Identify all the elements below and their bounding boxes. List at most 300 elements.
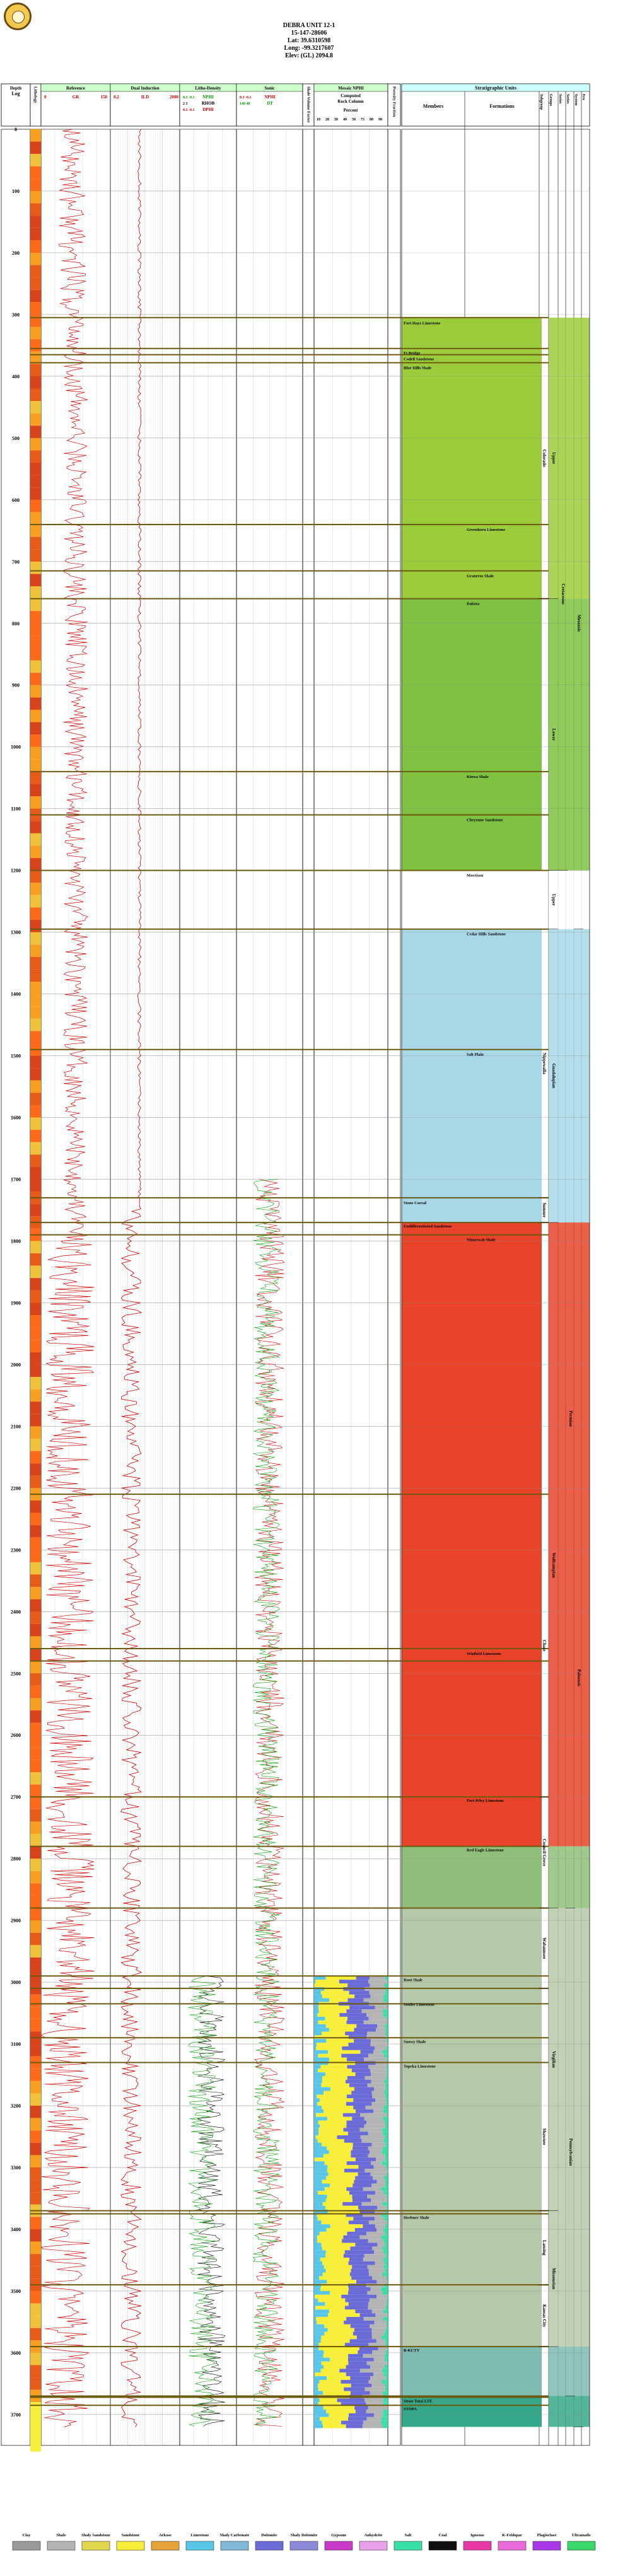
mineral-seg [385, 2306, 388, 2309]
mineral-seg [368, 2132, 383, 2135]
mineral-seg [314, 2372, 315, 2376]
mineral-seg [358, 2350, 372, 2354]
lith-block [30, 1871, 41, 1884]
mineral-seg [353, 2217, 375, 2220]
depth-label-1700: 1700 [11, 1176, 21, 1183]
mineral-seg [314, 2258, 320, 2261]
mineral-seg [329, 2309, 356, 2313]
mineral-seg [368, 2065, 386, 2068]
track-frame-gr [41, 129, 110, 2445]
mineral-seg [321, 2335, 356, 2339]
mineral-seg [349, 2261, 375, 2265]
group-label-5: Nippewalla [542, 1052, 547, 1074]
mineral-seg [387, 2039, 388, 2043]
mineral-seg [318, 2005, 349, 2009]
mineral-seg [346, 2365, 371, 2369]
legend-label-3: Sandstone [121, 2533, 140, 2538]
mineral-seg [317, 2102, 346, 2106]
mineral-seg [327, 2147, 353, 2150]
mineral-seg [357, 2335, 372, 2339]
mineral-seg [371, 2102, 386, 2106]
mineral-seg [385, 1983, 388, 1987]
lith-block [30, 858, 41, 871]
mineral-seg [351, 2276, 372, 2280]
mineral-seg [370, 2299, 387, 2302]
mineral-seg [314, 2147, 327, 2150]
mineral-seg [314, 2317, 316, 2321]
mineral-seg [387, 1980, 388, 1983]
mineral-seg [314, 2280, 327, 2283]
strat-col-label-g1: Subgroup [539, 94, 543, 110]
mineral-seg [314, 2410, 326, 2413]
lith-block [30, 426, 41, 438]
lith-block [30, 178, 41, 191]
member-label-11: B-KCTY [404, 2348, 420, 2353]
mineral-seg [355, 2176, 373, 2180]
lith-block [30, 982, 41, 994]
lith-block [30, 2328, 41, 2341]
group-label-9: Chase [542, 1640, 547, 1652]
mineral-seg [362, 2009, 383, 2013]
gr-curve-label: GR [72, 95, 79, 100]
mineral-seg [320, 2124, 346, 2128]
mineral-seg [383, 2273, 388, 2277]
mineral-seg [322, 2261, 348, 2265]
mineral-seg [314, 2398, 320, 2402]
mineral-seg [387, 2321, 388, 2324]
mineral-seg [385, 2121, 388, 2125]
mineral-seg [320, 2398, 337, 2402]
lith-block [30, 2377, 41, 2390]
mineral-seg [350, 2246, 372, 2250]
member-label-8: Snowy Shale [404, 2039, 426, 2045]
lith-block [30, 1896, 41, 1908]
lith-block [30, 1476, 41, 1488]
mineral-seg [364, 1999, 383, 2002]
mineral-seg [314, 2299, 318, 2302]
well-api: 15-147-28606 [291, 30, 327, 37]
mineral-seg [351, 2384, 372, 2387]
formation-label-7: Salt Plain [467, 1052, 484, 1057]
mineral-seg [326, 2198, 353, 2202]
legend-swatch-12 [429, 2541, 457, 2550]
mineral-seg [324, 2332, 353, 2336]
mineral-seg [383, 2109, 388, 2113]
lith-block [30, 1748, 41, 1760]
sonic-curve-label-0: NPHI [264, 95, 276, 100]
mineral-seg [382, 2380, 388, 2384]
legend-label-15: Plagioclase [537, 2533, 557, 2538]
mineral-seg [370, 1983, 385, 1987]
lith-block [30, 1105, 41, 1118]
mineral-seg [385, 2154, 388, 2157]
mineral-seg [343, 2236, 359, 2239]
mineral-seg [382, 2187, 388, 2191]
depth-label-2400: 2400 [11, 1609, 21, 1615]
mineral-seg [368, 2154, 385, 2157]
mineral-seg [314, 2365, 324, 2369]
mineral-seg [382, 2128, 388, 2132]
mineral-seg [364, 2021, 388, 2024]
legend-label-1: Shale [56, 2533, 66, 2538]
member-label-4: Stone Corral [404, 1200, 426, 1205]
lith-block [30, 599, 41, 612]
den-range-label-1: 2 3 [183, 102, 188, 106]
strat-col-label-g5: System [574, 94, 578, 106]
lith-block [30, 1958, 41, 1970]
lith-block [30, 537, 41, 550]
legend-swatch-0 [13, 2541, 40, 2550]
lith-block [30, 1735, 41, 1748]
mineral-seg [347, 2094, 373, 2098]
group-label-4: Upper [551, 893, 556, 906]
legend-label-11: Salt [404, 2533, 412, 2538]
mineral-seg [377, 2024, 385, 2028]
strat-col-label-g4: Series [566, 94, 569, 104]
strat-band-5 [402, 1847, 542, 1908]
mineral-seg [385, 2354, 388, 2358]
mineral-seg [318, 2021, 346, 2024]
mineral-seg [314, 2269, 326, 2273]
mineral-seg [314, 2143, 322, 2147]
mineral-seg [385, 2339, 388, 2343]
lith-block [30, 1611, 41, 1624]
mineral-seg [387, 2195, 388, 2198]
mineral-seg [385, 2024, 388, 2028]
mineral-seg [351, 2091, 372, 2095]
group-label-13: Shawnee [542, 2128, 547, 2145]
mineral-seg [364, 2254, 386, 2258]
mineral-seg [381, 2421, 388, 2425]
mineral-seg [376, 2028, 385, 2032]
mineral-seg [314, 2058, 329, 2062]
lith-block [30, 932, 41, 945]
mineral-seg [364, 2317, 383, 2321]
mineral-seg [353, 2198, 371, 2202]
lith-block [30, 277, 41, 290]
lith-block [30, 710, 41, 722]
mineral-seg [385, 2384, 388, 2387]
mineral-seg [383, 1995, 388, 1999]
mineral-seg [367, 2031, 385, 2035]
well-name: DEBRA UNIT 12-1 [283, 22, 335, 29]
mineral-seg [324, 2109, 356, 2113]
depth-label-2800: 2800 [11, 1856, 21, 1862]
legend-swatch-8 [290, 2541, 318, 2550]
formation-label-1: Graneros Shale [467, 574, 494, 579]
mineral-seg [324, 2365, 346, 2369]
mineral-seg [387, 2058, 388, 2062]
lith-block [30, 2415, 41, 2427]
lith-block [30, 722, 41, 735]
mineral-seg [329, 1999, 347, 2002]
mineral-seg [322, 2076, 347, 2080]
mineral-seg [372, 2350, 385, 2354]
mineral-seg [315, 2306, 345, 2309]
mineral-seg [318, 2139, 344, 2143]
mineral-seg [384, 2217, 388, 2220]
mineral-seg [360, 2369, 382, 2372]
lith-block [30, 1550, 41, 1562]
depth-label-100: 100 [12, 188, 20, 194]
lith-block [30, 2365, 41, 2378]
lith-block [30, 2180, 41, 2193]
lith-block [30, 1364, 41, 1377]
mineral-seg [344, 2169, 365, 2173]
mineral-seg [349, 2258, 363, 2261]
lith-block [30, 388, 41, 401]
legend-swatch-9 [325, 2541, 353, 2550]
track-frame-depth [1, 129, 30, 2445]
mineral-seg [353, 2147, 368, 2150]
lith-block [30, 784, 41, 796]
percent-tick-1: 20 [325, 118, 329, 122]
lith-block [30, 1624, 41, 1637]
mineral-seg [346, 2372, 374, 2376]
mineral-seg [371, 2384, 385, 2387]
mineral-seg [329, 2058, 347, 2062]
mineral-seg [341, 2054, 368, 2058]
lith-block [30, 1328, 41, 1340]
mineral-seg [316, 2046, 342, 2050]
legend-swatch-13 [464, 2541, 491, 2550]
lith-block [30, 1797, 41, 1809]
lith-block [30, 1883, 41, 1896]
mineral-seg [371, 2043, 388, 2046]
lith-block [30, 327, 41, 340]
mineral-seg [366, 2013, 383, 2017]
mineral-seg [326, 2039, 354, 2043]
strat-col-label-g3: Series [558, 94, 562, 104]
mineral-seg [382, 2050, 388, 2054]
mineral-seg [318, 2217, 354, 2220]
mineral-seg [314, 2306, 315, 2309]
shale-title: Shale Volume Factor [306, 86, 311, 123]
mineral-seg [314, 2350, 324, 2354]
mineral-seg [376, 2339, 385, 2343]
mineral-seg [366, 2106, 384, 2109]
mineral-seg [327, 2169, 344, 2173]
lith-block [30, 1847, 41, 1859]
mineral-seg [314, 2054, 318, 2058]
mineral-seg [314, 2236, 317, 2239]
mineral-seg [314, 2206, 325, 2210]
depth-label-3200: 3200 [11, 2103, 21, 2109]
mineral-seg [369, 2380, 382, 2384]
lith-block [30, 685, 41, 698]
mineral-seg [314, 2369, 321, 2372]
gr-max-label: 150 [100, 95, 107, 100]
mineral-seg [351, 2269, 369, 2273]
lith-block [30, 1785, 41, 1797]
mineral-seg [365, 2076, 386, 2080]
depth-label-3000: 3000 [11, 1980, 21, 1986]
mineral-seg [347, 2161, 371, 2165]
mineral-seg [368, 2265, 384, 2269]
lith-block [30, 228, 41, 241]
mineral-seg [343, 2113, 360, 2117]
strat-band-7 [402, 2347, 542, 2396]
mineral-seg [314, 2387, 318, 2391]
member-label-13: STOPA [404, 2407, 417, 2412]
group-label-12: Wabaunsee [542, 1937, 547, 1959]
mineral-seg [314, 2384, 318, 2387]
mineral-seg [314, 2254, 325, 2258]
mineral-seg [348, 2132, 368, 2135]
mineral-seg [346, 2102, 372, 2106]
mineral-seg [326, 2269, 351, 2273]
mineral-seg [322, 1995, 354, 1999]
lith-block [30, 1908, 41, 1921]
group-label-8: Permian [568, 1410, 573, 1427]
mineral-seg [346, 2124, 364, 2128]
mineral-seg [322, 2220, 349, 2224]
mineral-seg [384, 2372, 388, 2376]
mineral-seg [385, 2224, 388, 2228]
mineral-seg [314, 2084, 321, 2087]
mineral-seg [386, 2328, 388, 2332]
mineral-seg [372, 2309, 383, 2313]
mineral-seg [354, 2087, 375, 2091]
lith-block [30, 1241, 41, 1253]
mineral-sub2-label: Rock Column [337, 99, 364, 104]
mineral-seg [324, 2354, 349, 2358]
mineral-seg [374, 2087, 385, 2091]
lith-block [30, 1352, 41, 1365]
mineral-seg [349, 2413, 374, 2417]
depth-label-2200: 2200 [11, 1485, 21, 1492]
legend-label-6: Shaly Carbonate [219, 2533, 250, 2538]
mineral-seg [370, 1991, 385, 1995]
mineral-seg [325, 2161, 347, 2165]
mineral-seg [349, 2005, 375, 2009]
lith-block [30, 253, 41, 265]
mineral-seg [383, 2106, 388, 2109]
mineral-seg [372, 2276, 387, 2280]
mineral-seg [314, 2102, 317, 2106]
lith-block [30, 883, 41, 895]
depth-label-2100: 2100 [11, 1424, 21, 1430]
lith-block [30, 796, 41, 809]
mineral-seg [316, 2113, 343, 2117]
mineral-seg [314, 2413, 329, 2417]
mineral-seg [364, 2058, 387, 2062]
lith-block [30, 611, 41, 624]
lith-block [30, 648, 41, 661]
mineral-seg [383, 2410, 388, 2413]
mineral-seg [354, 2028, 376, 2032]
formation-label-11: Red Eagle Limestone [467, 1848, 504, 1853]
lith-block [30, 1661, 41, 1674]
lith-block [30, 1266, 41, 1279]
header-title-gr: Reference [66, 86, 85, 91]
depth-label-1500: 1500 [11, 1053, 21, 1059]
strat-band-right-8 [549, 2396, 590, 2427]
mineral-seg [384, 2265, 388, 2269]
mineral-seg [369, 2220, 387, 2224]
mineral-seg [314, 2261, 322, 2265]
mineral-seg [347, 2065, 368, 2068]
lith-block [30, 166, 41, 179]
lith-block [30, 907, 41, 920]
mineral-seg [360, 2113, 387, 2117]
mineral-seg [327, 2228, 355, 2232]
mineral-seg [383, 2258, 388, 2261]
mineral-seg [374, 2413, 383, 2417]
lith-block [30, 969, 41, 982]
legend-swatch-7 [255, 2541, 283, 2550]
mineral-seg [322, 2362, 349, 2365]
lith-block [30, 2254, 41, 2266]
mineral-seg [323, 2391, 351, 2395]
lith-block [30, 772, 41, 784]
legend-label-12: Coal [438, 2533, 447, 2538]
strat-col-label-g6: Era [581, 94, 585, 100]
formation-label-0: Greenhorn Limestone [467, 527, 506, 532]
lith-block [30, 1093, 41, 1105]
lith-block [30, 2291, 41, 2304]
mineral-seg [360, 2313, 376, 2317]
mineral-seg [351, 2150, 370, 2154]
legend-label-7: Dolomite [261, 2533, 277, 2538]
mineral-seg [314, 2287, 320, 2291]
mineral-seg [314, 2376, 327, 2380]
mineral-seg [344, 2387, 364, 2391]
mineral-seg [342, 2046, 375, 2050]
mineral-seg [314, 2425, 323, 2428]
mineral-seg [387, 2313, 388, 2317]
mineral-seg [322, 2246, 351, 2250]
strat-band-2 [402, 871, 542, 929]
mineral-seg [371, 2039, 387, 2043]
mineral-seg [314, 2324, 324, 2328]
mineral-seg [385, 2143, 388, 2147]
mineral-seg [314, 2335, 321, 2339]
group-label-17: Missourian [551, 2268, 556, 2290]
mineral-seg [324, 2406, 354, 2410]
mineral-seg [387, 2017, 388, 2021]
depth-label-1300: 1300 [11, 929, 21, 936]
mineral-seg [314, 1999, 329, 2002]
depth-label-1800: 1800 [11, 1238, 21, 1244]
depth-label-3500: 3500 [11, 2288, 21, 2294]
member-label-12: Stone Total LTE [404, 2399, 433, 2404]
mineral-seg [354, 2406, 368, 2410]
mineral-seg [329, 2150, 351, 2154]
mineral-seg [321, 2339, 350, 2343]
lith-block [30, 438, 41, 451]
depth-unit-label: Log [11, 91, 20, 96]
legend-swatch-14 [498, 2541, 526, 2550]
mineral-seg [349, 2220, 369, 2224]
mineral-seg [314, 1980, 315, 1983]
mineral-seg [373, 2109, 383, 2113]
formation-label-10: Fort Riley Limestone [467, 1799, 504, 1804]
lith-block [30, 1414, 41, 1427]
mineral-seg [314, 2302, 325, 2306]
sonic-range-label-0: 0.3 -0.1 [240, 96, 252, 100]
lith-block [30, 2106, 41, 2118]
mineral-seg [385, 2269, 388, 2273]
mineral-seg [375, 2217, 384, 2220]
mineral-seg [371, 2072, 387, 2076]
depth-label-1000: 1000 [11, 744, 21, 750]
mineral-seg [375, 2046, 386, 2050]
group-label-1: Upper [551, 452, 556, 465]
mineral-seg [320, 2417, 348, 2421]
depth-label-200: 200 [12, 250, 20, 256]
mineral-seg [387, 2206, 388, 2210]
